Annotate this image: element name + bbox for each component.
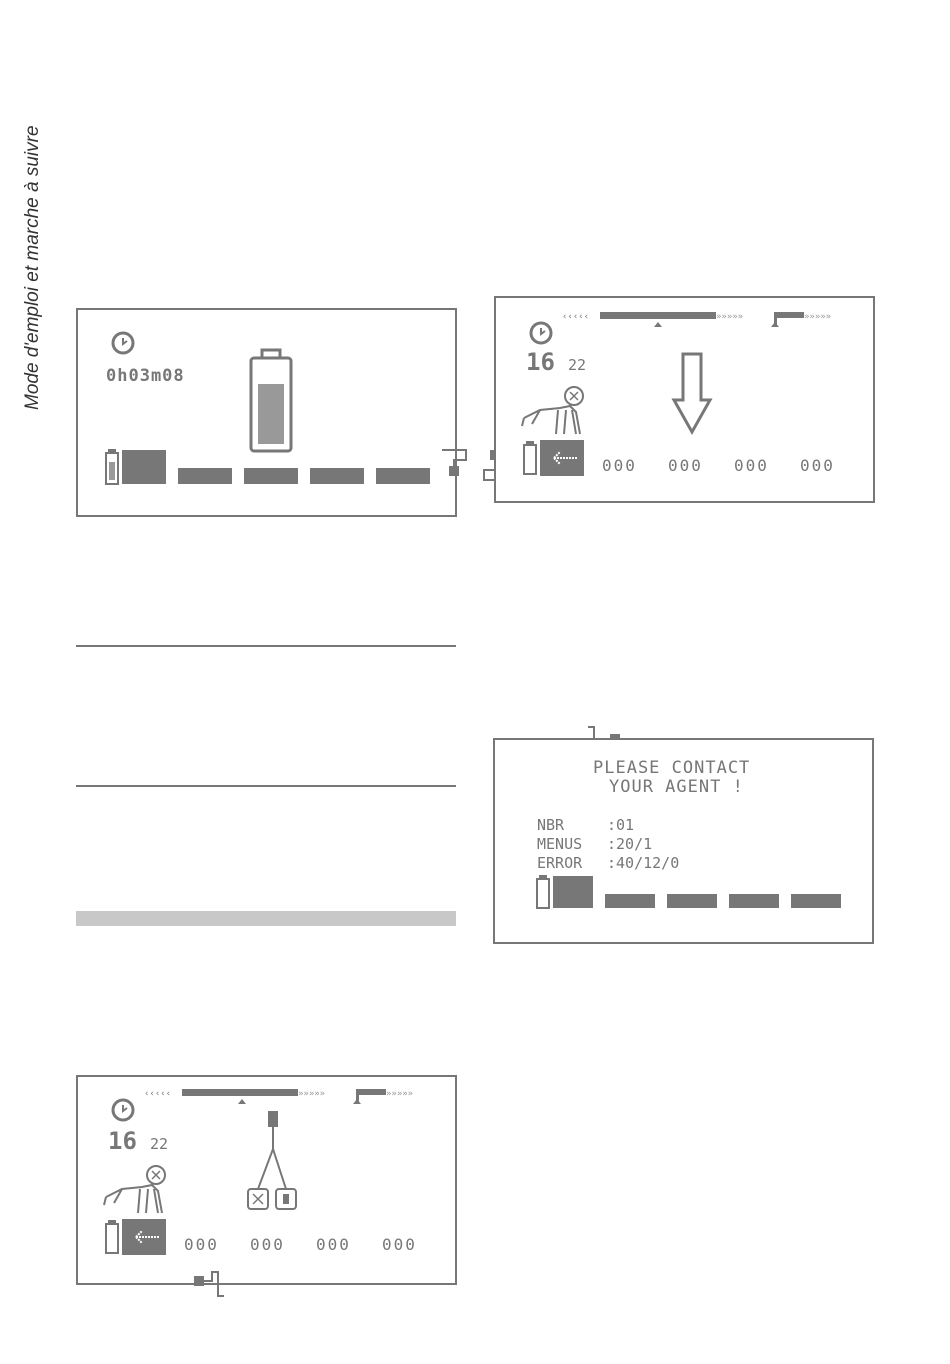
svg-text:»»»»»: »»»»»	[716, 312, 744, 322]
down-arrow-icon	[672, 352, 712, 436]
small-battery-icon	[522, 440, 538, 476]
section-divider	[76, 785, 456, 787]
program-progress-bar	[144, 1087, 429, 1107]
svg-text:»»»»»: »»»»»	[298, 1089, 326, 1099]
side-title: Mode d'emploi et marche à suivre	[22, 125, 43, 410]
svg-text:»»»»»: »»»»»	[804, 312, 832, 322]
status-segment	[244, 468, 298, 484]
counter-2: 000	[250, 1235, 285, 1254]
svg-text:»»»»»: »»»»»	[386, 1089, 414, 1099]
small-battery-icon	[104, 1219, 120, 1255]
status-segment	[553, 876, 593, 908]
nbr-label: NBR	[537, 816, 565, 834]
elapsed-timer: 0h03m08	[106, 366, 185, 386]
counter-4: 000	[382, 1235, 417, 1254]
electrodes-cable-icon	[246, 1109, 302, 1217]
status-segment	[667, 894, 717, 908]
small-battery-icon	[535, 874, 551, 910]
nbr-value: :01	[607, 816, 635, 834]
counter-1: 000	[184, 1235, 219, 1254]
time-minutes: 22	[568, 356, 587, 374]
clock-icon	[110, 1097, 136, 1123]
menus-value: :20/1	[607, 835, 653, 853]
status-segment	[605, 894, 655, 908]
error-message-line2: YOUR AGENT !	[609, 777, 744, 797]
section-divider	[76, 645, 456, 647]
time-hour: 16	[526, 348, 555, 376]
lcd-screen-electrodes	[76, 1075, 457, 1285]
error-label: ERROR	[537, 854, 583, 872]
svg-text:‹‹‹‹‹: ‹‹‹‹‹	[144, 1089, 172, 1099]
status-segment	[122, 450, 166, 484]
lcd-screen-battery	[76, 308, 457, 517]
section-highlight-bar	[76, 911, 456, 926]
lcd-screen-instruction-down	[494, 296, 875, 503]
battery-level-icon	[248, 348, 294, 454]
back-arrow-icon	[122, 1219, 166, 1255]
svg-text:‹‹‹‹‹: ‹‹‹‹‹	[562, 312, 590, 322]
error-value: :40/12/0	[607, 854, 680, 872]
person-figure-icon	[102, 1163, 172, 1215]
status-segment	[791, 894, 841, 908]
status-segment	[729, 894, 779, 908]
person-figure-icon	[520, 384, 590, 436]
lcd-screen-error	[493, 738, 874, 944]
menus-label: MENUS	[537, 835, 583, 853]
counter-3: 000	[734, 456, 769, 475]
clock-icon	[110, 330, 136, 356]
clock-icon	[528, 320, 554, 346]
counter-2: 000	[668, 456, 703, 475]
counter-4: 000	[800, 456, 835, 475]
status-segment	[376, 468, 430, 484]
time-hour: 16	[108, 1127, 137, 1155]
flow-connector	[192, 1268, 236, 1300]
time-minutes: 22	[150, 1135, 169, 1153]
error-message-line1: PLEASE CONTACT	[593, 758, 751, 778]
status-segment	[178, 468, 232, 484]
small-battery-icon	[104, 448, 120, 486]
counter-3: 000	[316, 1235, 351, 1254]
program-progress-bar	[562, 310, 847, 330]
back-arrow-icon	[540, 440, 584, 476]
status-segment	[310, 468, 364, 484]
counter-1: 000	[602, 456, 637, 475]
